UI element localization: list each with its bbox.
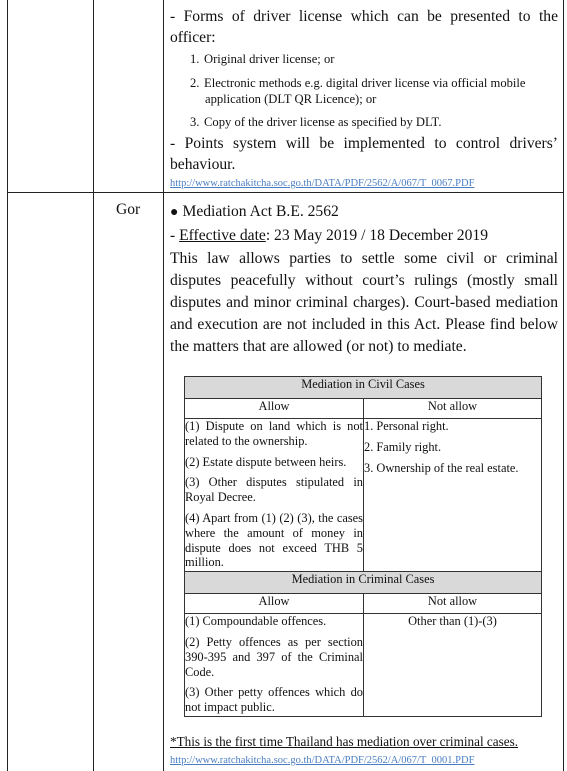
list-item: 2. Family right. <box>364 439 442 454</box>
list-item: (3) Other disputes stipulated in Royal Decree. <box>185 475 363 505</box>
points-system-text: - Points system will be implemented to control drivers’ behaviour. <box>170 135 558 173</box>
list-item: (1) Dispute on land which is not related to the ownership. <box>185 419 363 448</box>
act-title: ● Mediation Act B.E. 2562 <box>170 203 339 220</box>
criminal-mediation-note: *This is the first time Thailand has mediation over criminal cases. <box>170 734 519 749</box>
criminal-notallow-cell <box>364 614 542 717</box>
list-item: (2) Estate dispute between heirs. <box>185 454 347 469</box>
row-divider <box>7 192 564 193</box>
act-description: This law allows parties to settle some civil or criminal disputes peacefully without court’s rulings (mostly small disputes and minor criminal charges). Court-based mediation and execution are not included in this Act. Please find below the matters that are allowed (or not) to mediate. <box>170 250 558 355</box>
list-item: 2. Electronic methods e.g. digital driver license via official mobile application (DLT QR Licence); or <box>190 76 526 106</box>
list-item: 3. Copy of the driver license as specified by DLT. <box>190 115 442 129</box>
bullet-icon: ● <box>170 205 179 220</box>
list-item: (4) Apart from (1) (2) (3), the cases where the amount of money in dispute does not exceed THB 5 million. <box>185 510 363 570</box>
list-item: (2) Petty offences as per section 390-395 and 397 of the Criminal Code. <box>185 634 363 679</box>
list-item: Other than (1)-(3) <box>408 614 497 629</box>
source-link-1[interactable]: http://www.ratchakitcha.soc.go.th/DATA/PDF/2562/A/067/T_0067.PDF <box>170 178 475 189</box>
criminal-allow-cell <box>185 614 364 717</box>
list-item: (1) Compoundable offences. <box>185 614 327 629</box>
civil-allow-header: Allow <box>185 399 364 419</box>
criminal-notallow-header: Not allow <box>364 594 542 614</box>
civil-notallow-cell <box>364 419 542 572</box>
mediation-table <box>184 376 542 717</box>
list-item: 1. Original driver license; or <box>190 52 335 66</box>
column-divider-2 <box>163 0 164 771</box>
driver-license-intro: - Forms of driver license which can be presented to the officer: <box>170 8 558 46</box>
category-label: Gor <box>116 201 141 218</box>
effective-date: - Effective date: 23 May 2019 / 18 December 2019 <box>170 227 488 244</box>
criminal-cases-heading: Mediation in Criminal Cases <box>185 572 542 594</box>
civil-allow-cell <box>185 419 364 572</box>
list-item: 1. Personal right. <box>364 419 449 433</box>
criminal-allow-header: Allow <box>185 594 364 614</box>
column-divider-1 <box>93 0 94 771</box>
civil-cases-heading: Mediation in Civil Cases <box>185 377 542 399</box>
source-link-2[interactable]: http://www.ratchakitcha.soc.go.th/DATA/PDF/2562/A/067/T_0001.PDF <box>170 755 475 766</box>
civil-notallow-header: Not allow <box>364 399 542 419</box>
list-item: 3. Ownership of the real estate. <box>364 460 519 475</box>
list-item: (3) Other petty offences which do not impact public. <box>185 685 363 715</box>
